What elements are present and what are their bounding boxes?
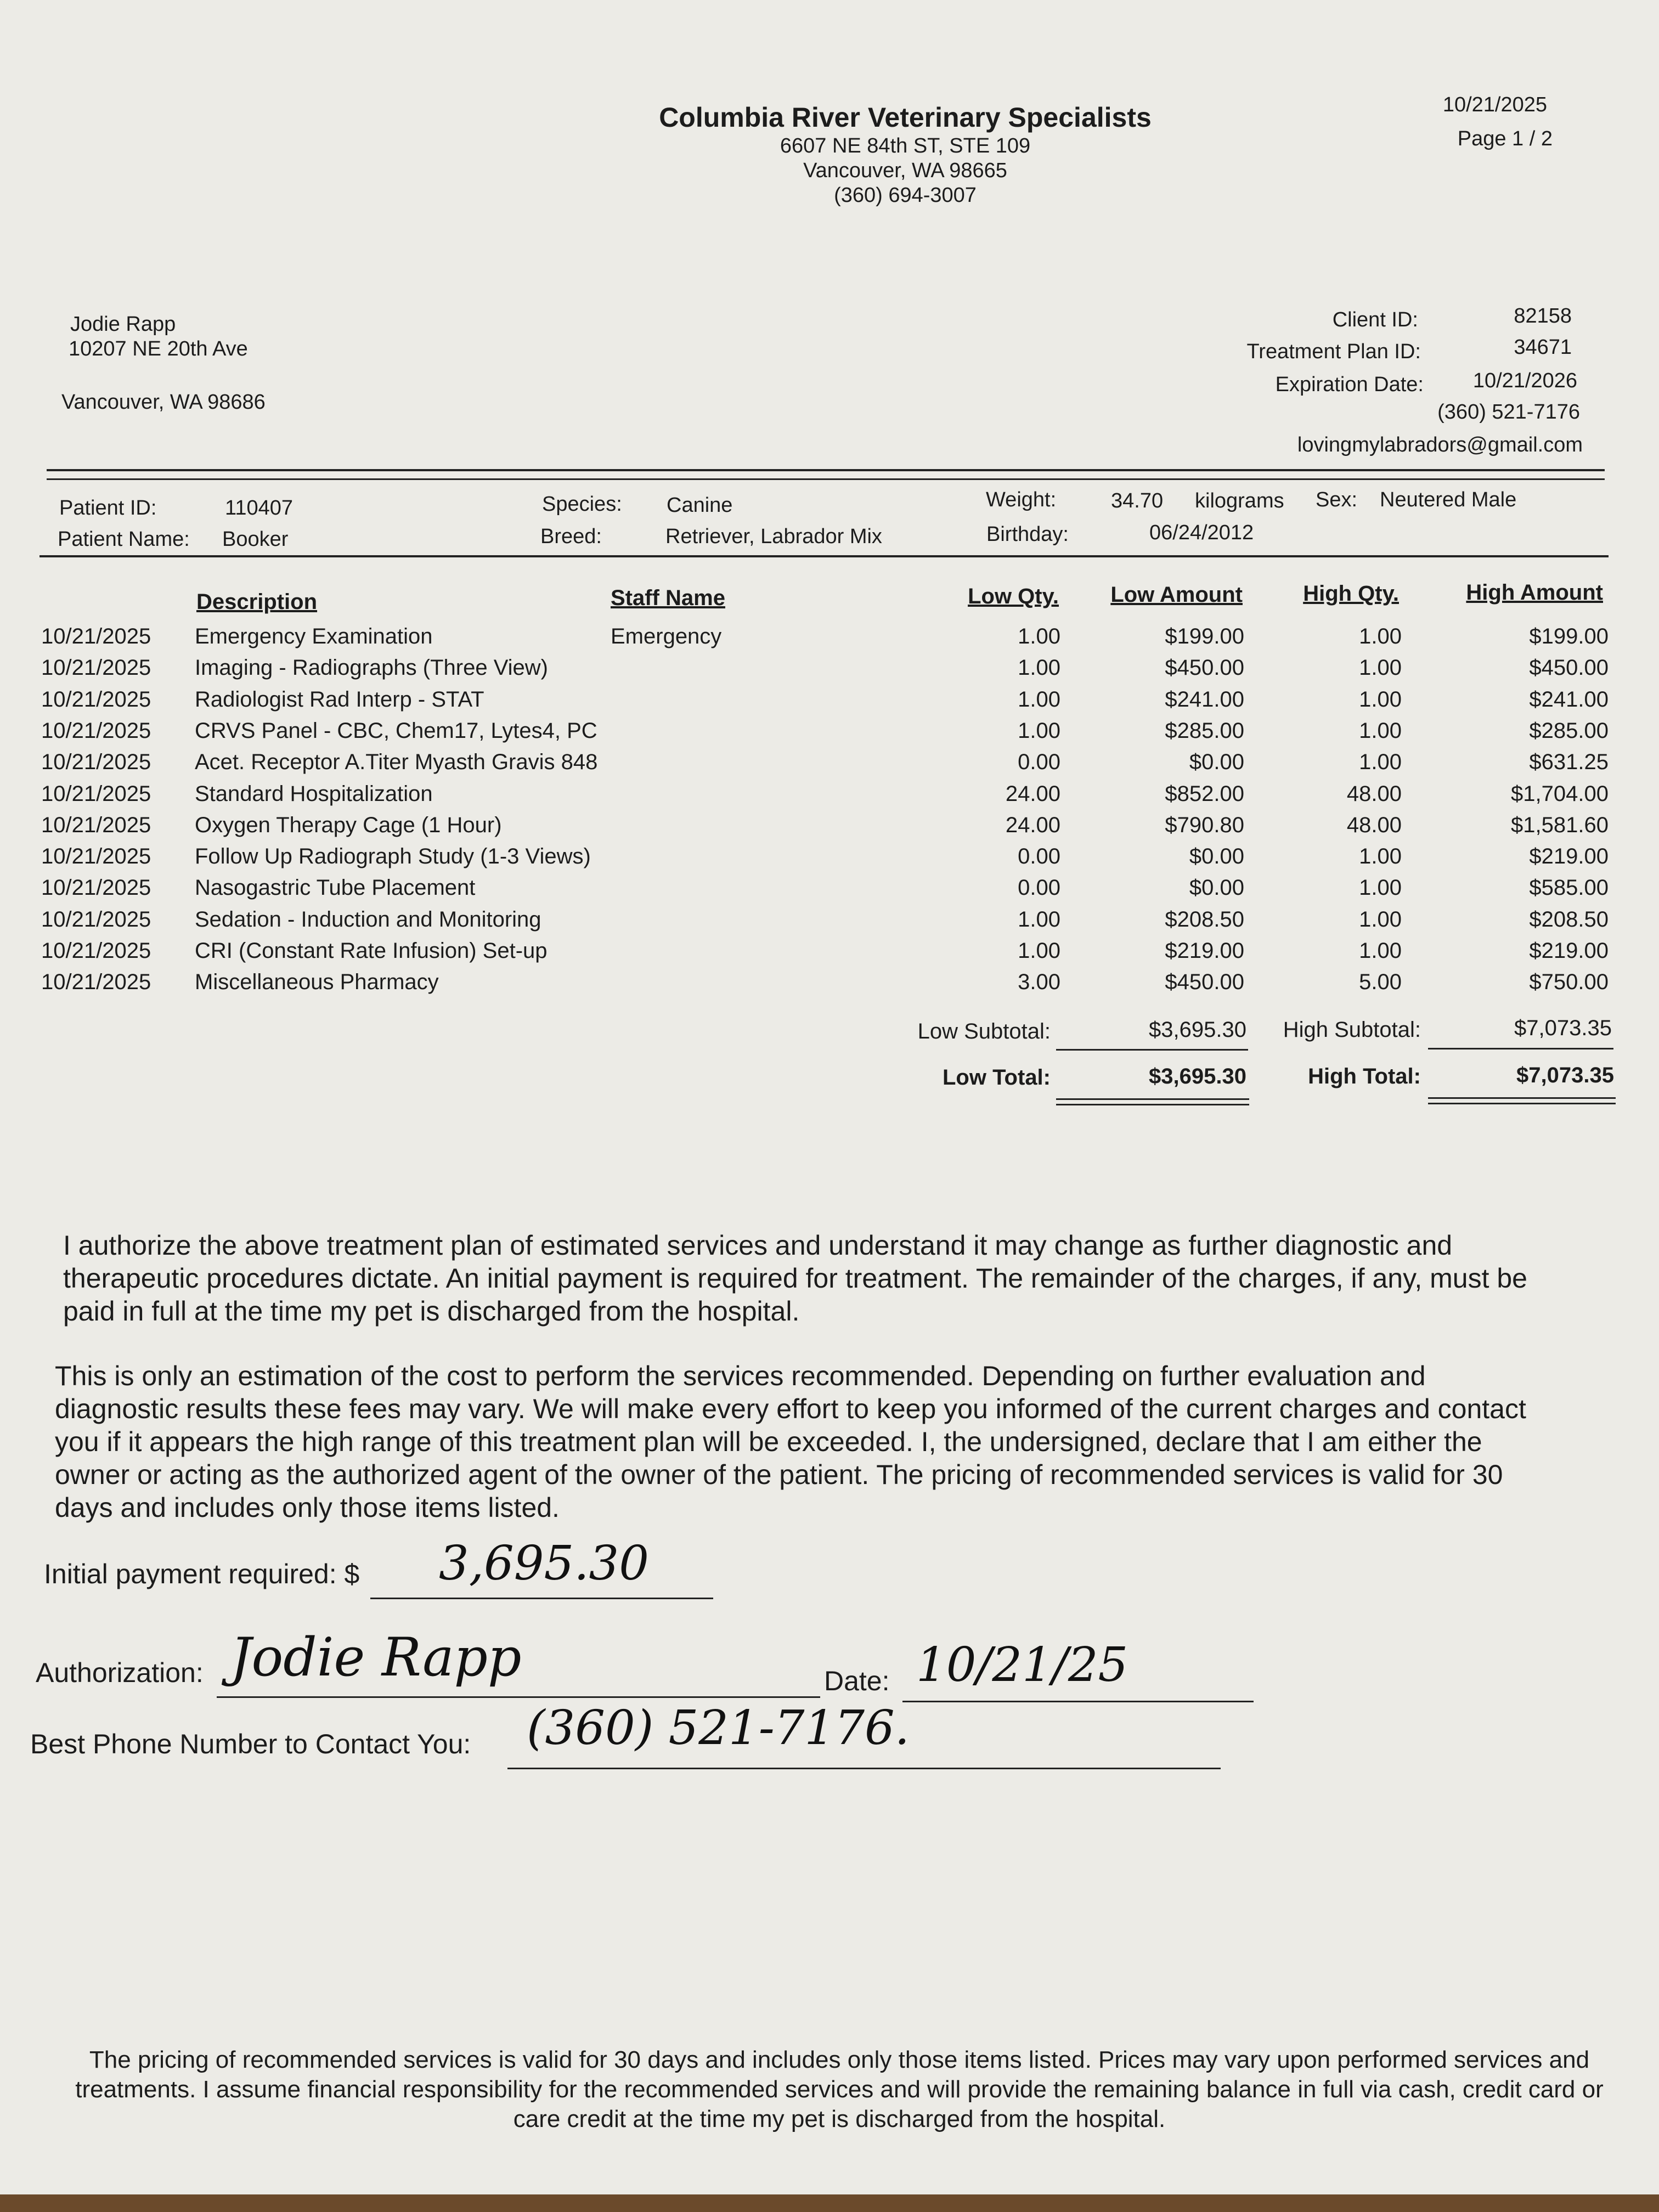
row-low-amount: $219.00 (1165, 939, 1244, 963)
row-low-amount: $790.80 (1165, 812, 1244, 837)
low-total-double-underline-1 (1056, 1098, 1249, 1100)
species-label: Species: (542, 493, 622, 516)
row-description: Radiologist Rad Interp - STAT (195, 687, 484, 712)
row-description: Follow Up Radiograph Study (1-3 Views) (195, 844, 591, 869)
low-subtotal: $3,695.30 (1149, 1018, 1246, 1042)
sex: Neutered Male (1380, 488, 1517, 511)
client-id: 82158 (1514, 304, 1572, 328)
row-description: Standard Hospitalization (195, 781, 433, 806)
patient-id: 110407 (225, 496, 293, 520)
row-high-qty: 1.00 (1359, 687, 1402, 712)
row-description: CRI (Constant Rate Infusion) Set-up (195, 939, 548, 963)
row-description: CRVS Panel - CBC, Chem17, Lytes4, PC (195, 718, 597, 743)
clinic-address-line1: 6607 NE 84th ST, STE 109 (780, 134, 1031, 157)
row-high-amount: $219.00 (1529, 844, 1609, 869)
date-line (902, 1701, 1254, 1702)
high-total: $7,073.35 (1516, 1063, 1614, 1087)
breed-label: Breed: (540, 525, 602, 548)
header-divider-bottom (47, 478, 1605, 480)
row-staff-name: Emergency (611, 624, 722, 648)
row-low-amount: $0.00 (1189, 844, 1244, 869)
row-date: 10/21/2025 (41, 718, 151, 743)
treatment-plan-id: 34671 (1514, 336, 1572, 359)
row-description: Imaging - Radiographs (Three View) (195, 656, 549, 680)
clinic-address-line2: Vancouver, WA 98665 (803, 159, 1007, 182)
low-total-double-underline-2 (1056, 1104, 1249, 1105)
row-date: 10/21/2025 (41, 624, 151, 648)
row-high-amount: $585.00 (1529, 876, 1609, 900)
row-low-qty: 1.00 (1018, 687, 1060, 712)
row-low-amount: $450.00 (1165, 970, 1244, 995)
patient-divider (40, 555, 1609, 557)
row-high-amount: $450.00 (1529, 656, 1609, 680)
row-high-qty: 48.00 (1346, 781, 1402, 806)
row-date: 10/21/2025 (41, 876, 151, 900)
client-id-label: Client ID: (1332, 308, 1418, 331)
high-total-double-underline-2 (1428, 1103, 1616, 1104)
row-description: Miscellaneous Pharmacy (195, 970, 439, 995)
row-high-amount: $1,704.00 (1511, 781, 1609, 806)
row-high-qty: 1.00 (1359, 718, 1402, 743)
low-total: $3,695.30 (1149, 1064, 1246, 1088)
low-total-label: Low Total: (943, 1065, 1051, 1090)
phone-handwritten: (360) 521-7176. (527, 1701, 910, 1756)
client-city: Vancouver, WA 98686 (61, 391, 266, 414)
high-total-label: High Total: (1308, 1064, 1421, 1088)
row-high-qty: 1.00 (1359, 656, 1402, 680)
initial-payment-handwritten: 3,695.30 (439, 1536, 649, 1591)
authorization-paragraph: I authorize the above treatment plan of estimated services and understand it may change as further diagnostic and therapeutic procedures dictate. An initial payment is required for treatment. The remainder of the charges, if any, must be paid in full at the time my pet is discharged from the hospital. (63, 1230, 1527, 1327)
row-high-amount: $285.00 (1529, 718, 1609, 743)
row-low-amount: $285.00 (1165, 718, 1244, 743)
weight-unit: kilograms (1195, 489, 1284, 512)
date-label: Date: (824, 1666, 890, 1696)
clinic-phone: (360) 694-3007 (834, 184, 977, 207)
row-low-amount: $199.00 (1165, 624, 1244, 648)
row-date: 10/21/2025 (41, 907, 151, 932)
row-low-qty: 3.00 (1018, 970, 1060, 995)
row-date: 10/21/2025 (41, 970, 151, 995)
column-header-high-qty: High Qty. (1303, 582, 1399, 606)
treatment-plan-id-label: Treatment Plan ID: (1246, 340, 1421, 363)
row-date: 10/21/2025 (41, 812, 151, 837)
authorization-label: Authorization: (36, 1657, 204, 1688)
row-low-qty: 1.00 (1018, 656, 1060, 680)
column-header-high-amount: High Amount (1466, 580, 1603, 605)
clinic-name: Columbia River Veterinary Specialists (659, 102, 1152, 133)
row-low-qty: 1.00 (1018, 718, 1060, 743)
row-date: 10/21/2025 (41, 781, 151, 806)
row-high-qty: 1.00 (1359, 844, 1402, 869)
row-high-amount: $750.00 (1529, 970, 1609, 995)
row-low-qty: 0.00 (1018, 844, 1060, 869)
row-high-amount: $219.00 (1529, 939, 1609, 963)
best-phone-label: Best Phone Number to Contact You: (30, 1729, 471, 1759)
row-high-qty: 48.00 (1346, 812, 1402, 837)
birthday-label: Birthday: (986, 523, 1069, 546)
column-header-description: Description (196, 590, 318, 614)
row-low-amount: $450.00 (1165, 656, 1244, 680)
signature-line (217, 1696, 820, 1698)
row-low-qty: 1.00 (1018, 624, 1060, 648)
row-low-qty: 24.00 (1005, 812, 1060, 837)
initial-payment-label: Initial payment required: $ (44, 1559, 360, 1589)
initial-payment-line (370, 1598, 713, 1599)
row-date: 10/21/2025 (41, 844, 151, 869)
row-high-qty: 5.00 (1359, 970, 1402, 995)
row-high-qty: 1.00 (1359, 750, 1402, 775)
patient-name-label: Patient Name: (58, 528, 190, 551)
row-date: 10/21/2025 (41, 939, 151, 963)
client-email: lovingmylabradors@gmail.com (1297, 433, 1583, 456)
client-street: 10207 NE 20th Ave (69, 337, 248, 360)
row-low-qty: 0.00 (1018, 876, 1060, 900)
row-high-qty: 1.00 (1359, 624, 1402, 648)
expiration-date: 10/21/2026 (1472, 369, 1577, 392)
row-date: 10/21/2025 (41, 687, 151, 712)
row-low-qty: 1.00 (1018, 907, 1060, 932)
client-name: Jodie Rapp (70, 313, 176, 336)
birthday: 06/24/2012 (1149, 521, 1254, 544)
row-description: Acet. Receptor A.Titer Myasth Gravis 848 (195, 750, 598, 775)
weight-value: 34.70 (1111, 489, 1164, 512)
row-date: 10/21/2025 (41, 656, 151, 680)
row-low-amount: $0.00 (1189, 750, 1244, 775)
client-phone: (360) 521-7176 (1437, 400, 1580, 424)
page-number: Page 1 / 2 (1457, 127, 1553, 150)
row-high-qty: 1.00 (1359, 907, 1402, 932)
row-low-amount: $852.00 (1165, 781, 1244, 806)
low-subtotal-underline (1056, 1049, 1248, 1051)
sex-label: Sex: (1316, 488, 1358, 511)
row-high-qty: 1.00 (1359, 876, 1402, 900)
row-high-amount: $199.00 (1529, 624, 1609, 648)
weight-label: Weight: (986, 488, 1057, 511)
high-subtotal-label: High Subtotal: (1283, 1018, 1421, 1042)
high-subtotal-underline (1428, 1048, 1613, 1049)
row-high-amount: $208.50 (1529, 907, 1609, 932)
estimate-disclaimer-paragraph: This is only an estimation of the cost to perform the services recommended. Depending on further evaluation and diagnostic results these fees may vary. We will make every effort to keep you informed of the current charges and contact you if it appears the high range of this treatment plan will be exceeded. I, the undersigned, declare that I am either the owner or acting as the authorized agent of the owner of the patient. The pricing of recommended services is valid for 30 days and includes only those items listed. (55, 1361, 1526, 1523)
row-description: Emergency Examination (195, 624, 433, 648)
row-description: Sedation - Induction and Monitoring (195, 907, 541, 932)
header-divider-top (47, 469, 1605, 471)
row-description: Nasogastric Tube Placement (195, 876, 476, 900)
expiration-date-label: Expiration Date: (1275, 373, 1424, 396)
column-header-low-amount: Low Amount (1110, 583, 1243, 607)
high-subtotal: $7,073.35 (1514, 1016, 1612, 1040)
row-low-qty: 0.00 (1018, 750, 1060, 775)
row-date: 10/21/2025 (41, 750, 151, 775)
species: Canine (667, 494, 733, 517)
row-low-amount: $0.00 (1189, 876, 1244, 900)
phone-line (507, 1768, 1221, 1769)
row-description: Oxygen Therapy Cage (1 Hour) (195, 812, 502, 837)
row-high-amount: $1,581.60 (1511, 812, 1609, 837)
row-high-qty: 1.00 (1359, 939, 1402, 963)
low-subtotal-label: Low Subtotal: (917, 1019, 1051, 1043)
breed: Retriever, Labrador Mix (665, 525, 882, 548)
high-total-double-underline-1 (1428, 1097, 1616, 1099)
column-header-staff-name: Staff Name (611, 586, 725, 610)
column-header-low-qty: Low Qty. (968, 584, 1059, 608)
patient-name: Booker (222, 528, 289, 551)
row-low-amount: $208.50 (1165, 907, 1244, 932)
row-low-qty: 1.00 (1018, 939, 1060, 963)
document-date: 10/21/2025 (1442, 93, 1547, 116)
patient-id-label: Patient ID: (59, 496, 157, 520)
footer-disclaimer: The pricing of recommended services is valid for 30 days and includes only those items listed. Prices may vary upon performed services and treatments. I assume financial responsibility for the recommended services and will provide the remaining balance in full via cash, credit card or care credit at the time my pet is discharged from the hospital. (75, 2046, 1604, 2132)
row-low-amount: $241.00 (1165, 687, 1244, 712)
row-high-amount: $631.25 (1529, 750, 1609, 775)
client-signature: Jodie Rapp (230, 1627, 522, 1688)
row-low-qty: 24.00 (1005, 781, 1060, 806)
date-handwritten: 10/21/25 (916, 1638, 1128, 1692)
row-high-amount: $241.00 (1529, 687, 1609, 712)
